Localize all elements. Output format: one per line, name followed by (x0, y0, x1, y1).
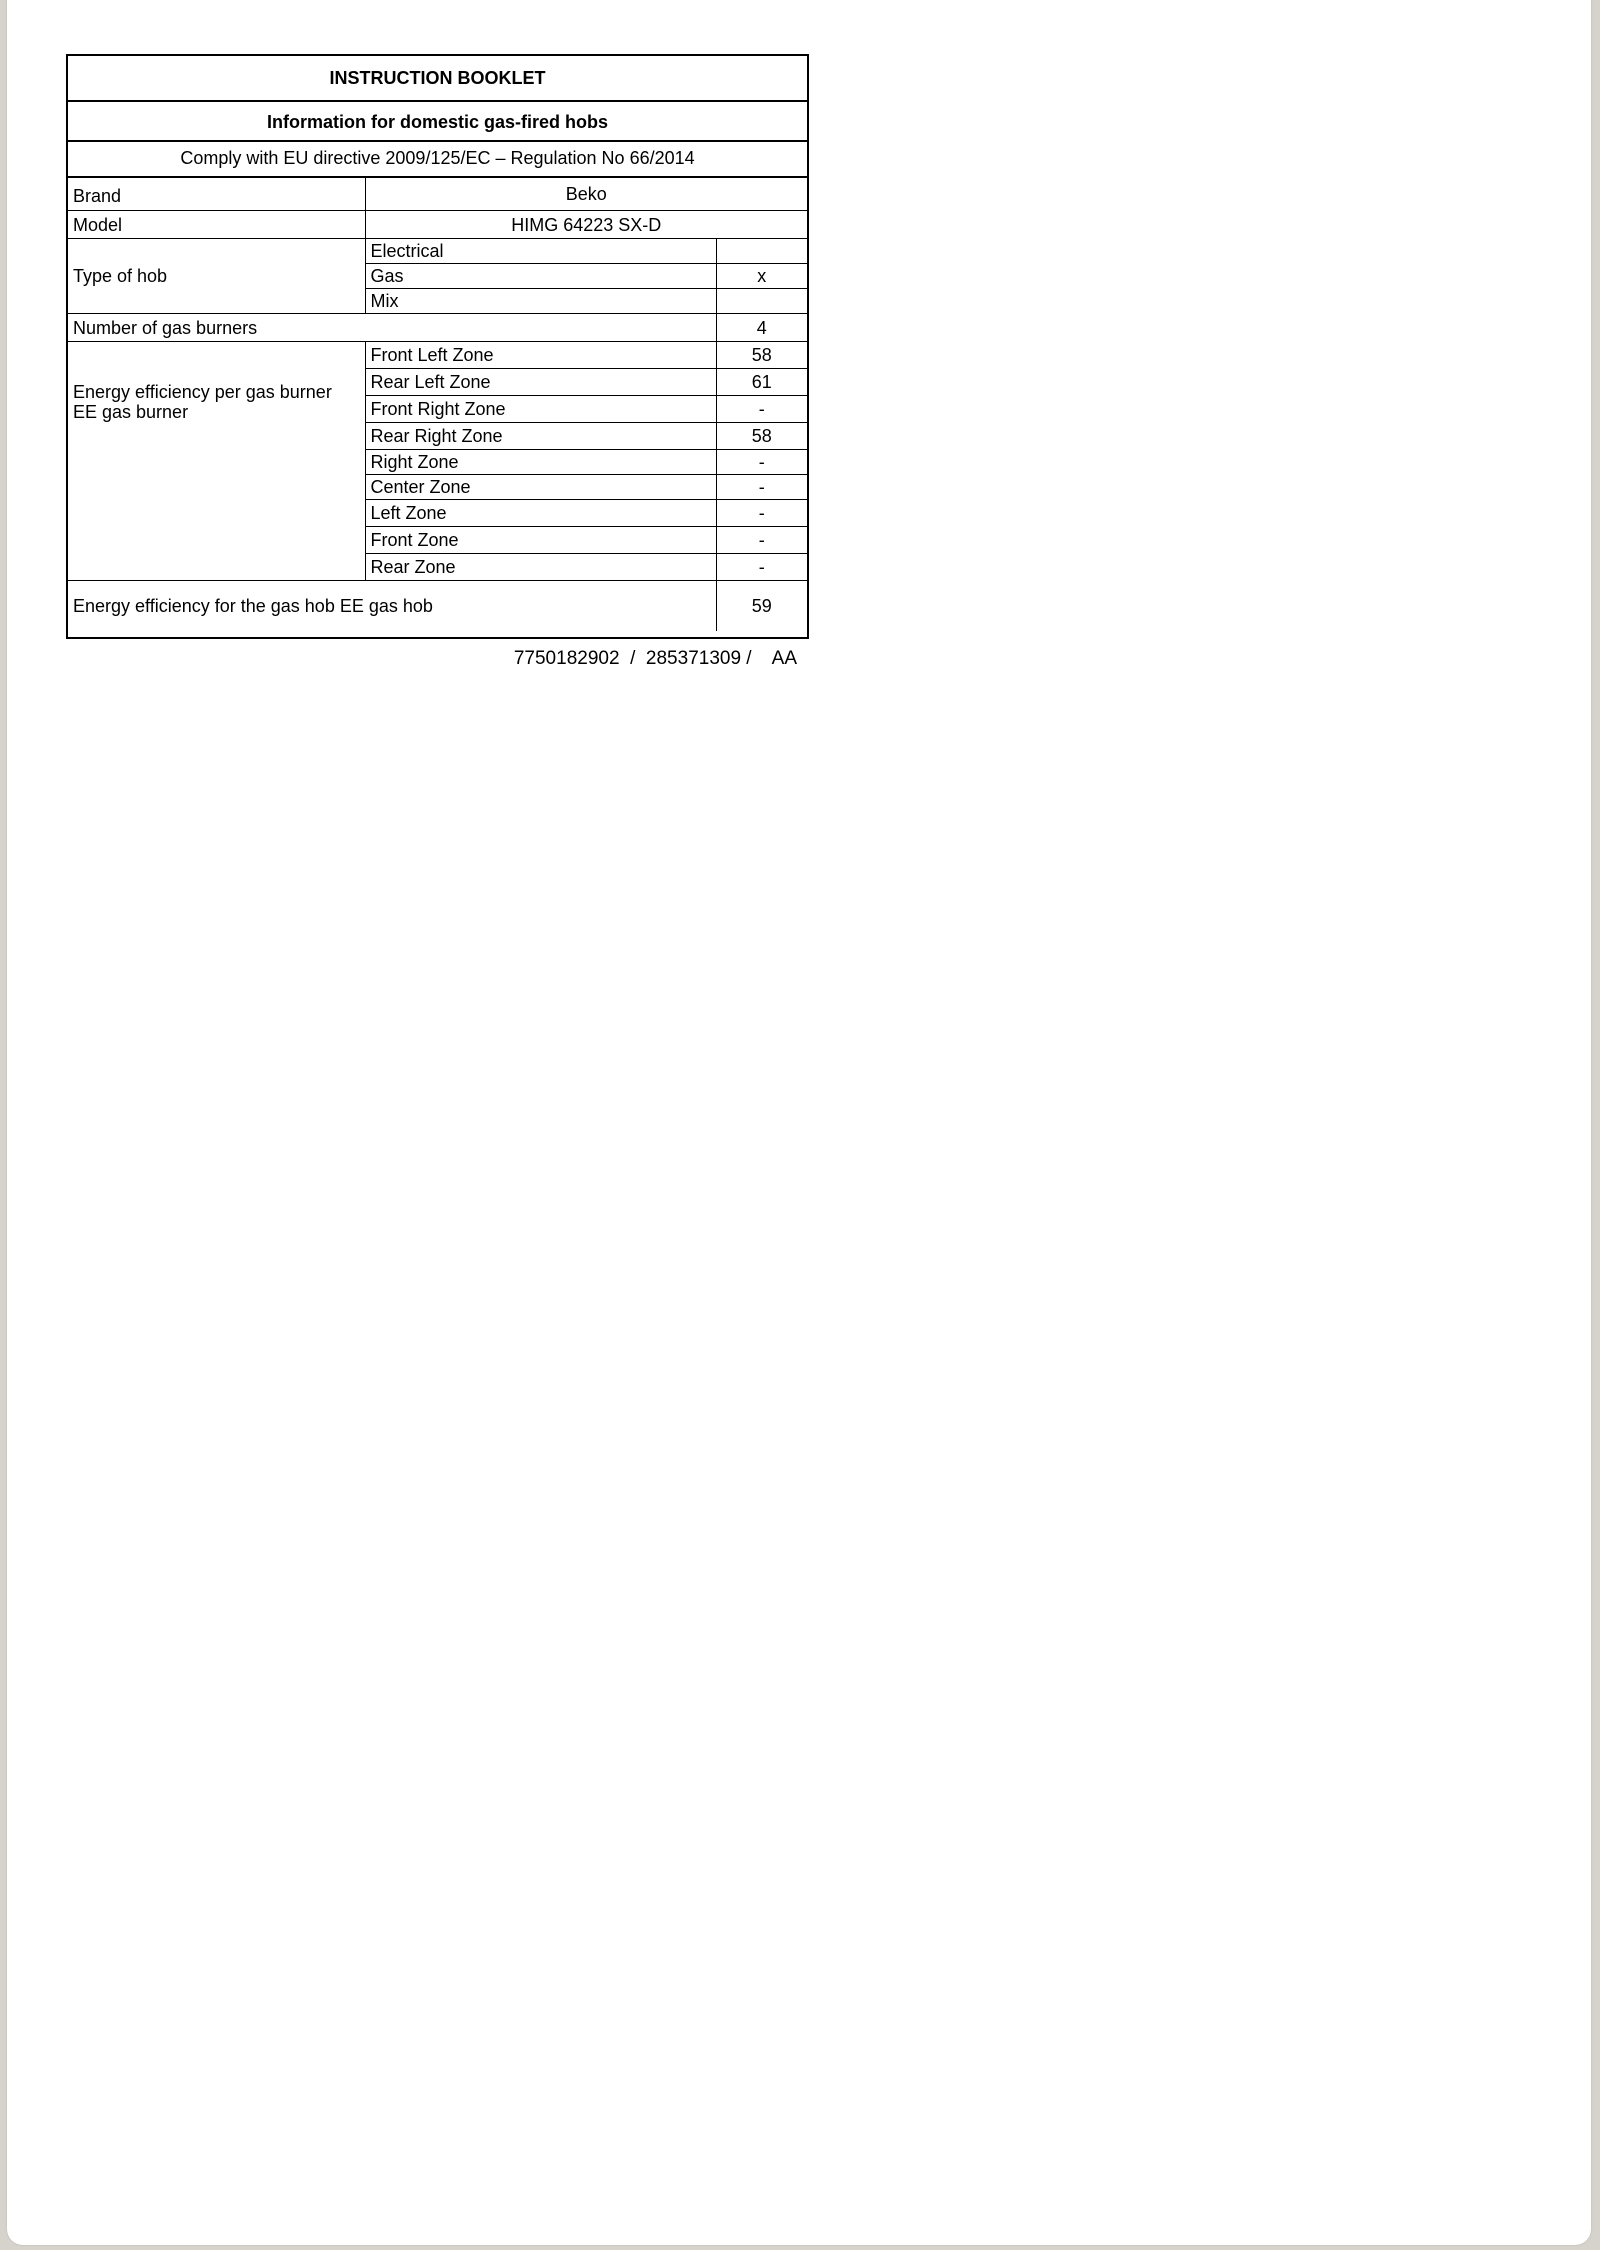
zone-label: Front Zone (365, 527, 716, 554)
booklet-title: INSTRUCTION BOOKLET (329, 68, 546, 88)
specification-table (68, 178, 807, 631)
zone-label: Rear Left Zone (365, 369, 716, 396)
hob-efficiency-value: 59 (716, 581, 807, 632)
type-label-electrical: Electrical (365, 239, 716, 264)
document-page (7, 0, 1591, 2245)
zone-label: Rear Right Zone (365, 423, 716, 450)
efficiency-per-burner-label (68, 342, 365, 581)
model-label: Model (68, 211, 365, 239)
type-of-hob-label: Type of hob (68, 239, 365, 314)
efficiency-label-line2: EE gas burner (73, 402, 189, 422)
zone-value: - (716, 396, 807, 423)
hob-efficiency-label: Energy efficiency for the gas hob EE gas hob (68, 581, 716, 632)
zone-value: - (716, 500, 807, 527)
hob-efficiency-row (68, 581, 807, 632)
booklet-subtitle: Information for domestic gas-fired hobs (266, 112, 609, 132)
zone-value: 58 (716, 342, 807, 369)
brand-row (68, 178, 807, 211)
burners-label: Number of gas burners (68, 314, 716, 342)
zone-value: 61 (716, 369, 807, 396)
zone-row (68, 342, 807, 369)
title-divider (68, 100, 807, 102)
zone-label: Center Zone (365, 475, 716, 500)
burners-value: 4 (716, 314, 807, 342)
type-value-gas: x (716, 264, 807, 289)
model-value: HIMG 64223 SX-D (365, 211, 807, 239)
zone-value: - (716, 450, 807, 475)
model-row (68, 211, 807, 239)
efficiency-label-line1: Energy efficiency per gas burner (73, 382, 332, 402)
type-row-electrical (68, 239, 807, 264)
zone-label: Right Zone (365, 450, 716, 475)
type-label-mix: Mix (365, 289, 716, 314)
subtitle-divider (68, 140, 807, 142)
zone-value: 58 (716, 423, 807, 450)
zone-value: - (716, 527, 807, 554)
brand-label: Brand (68, 178, 365, 211)
zone-value: - (716, 475, 807, 500)
zone-label: Front Left Zone (365, 342, 716, 369)
zone-label: Left Zone (365, 500, 716, 527)
zone-label: Front Right Zone (365, 396, 716, 423)
directive-text: Comply with EU directive 2009/125/EC – Regulation No 66/2014 (180, 148, 695, 168)
zone-label: Rear Zone (365, 554, 716, 581)
document-reference: 7750182902 / 285371309 / AA (513, 648, 797, 669)
instruction-booklet-sheet (66, 54, 809, 639)
type-value-mix (716, 289, 807, 314)
brand-value: Beko (365, 178, 807, 211)
burners-row (68, 314, 807, 342)
type-label-gas: Gas (365, 264, 716, 289)
zone-value: - (716, 554, 807, 581)
type-value-electrical (716, 239, 807, 264)
